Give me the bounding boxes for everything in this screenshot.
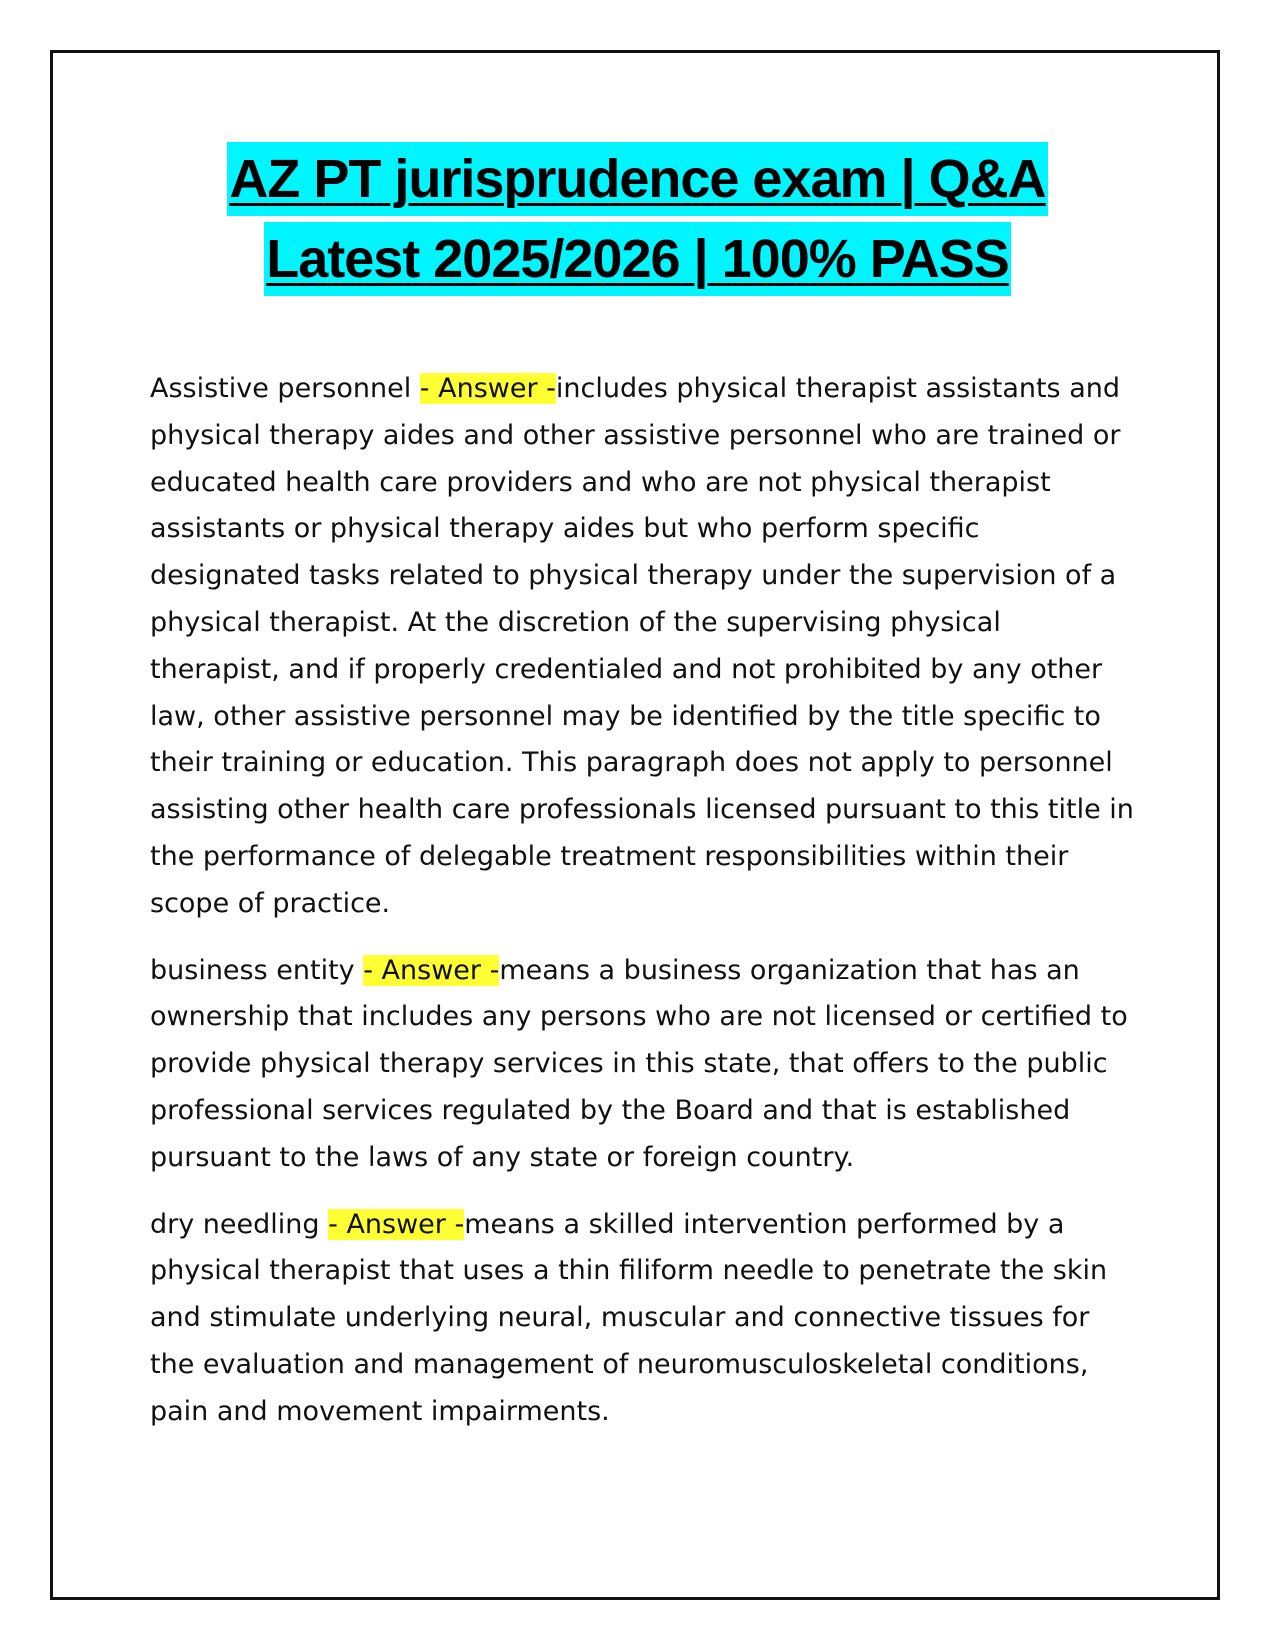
document-title	[50, 142, 1225, 302]
term: Assistive personnel	[150, 373, 420, 404]
definition: includes physical therapist assistants and physical therapy aides and other assistive personnel who are trained or educated health care providers and who are not physical therapist assistants or physical therapy aides but who perform specific designated tasks related to physical therapy under the supervision of a physical therapist. At the discretion of the supervising physical therapist, and if properly credentialed and not prohibited by any other law, other assistive personnel may be identified by the title specific to their training or education. This paragraph does not apply to personnel assisting other health care professionals licensed pursuant to this title in the performance of delegable treatment responsibilities within their scope of practice.	[150, 373, 1134, 919]
qa-entry-business-entity	[150, 948, 1135, 1182]
title-line-1: AZ PT jurisprudence exam | Q&A	[227, 142, 1047, 216]
qa-list	[150, 366, 1135, 1456]
title-line-2: Latest 2025/2026 | 100% PASS	[264, 222, 1011, 296]
definition: means a skilled intervention performed by a physical therapist that uses a thin filiform needle to penetrate the skin and stimulate underlying neural, muscular and connective tissues for the evaluation and management of neuromusculoskeletal conditions, pain and movement impairments.	[150, 1208, 1108, 1427]
answer-marker: - Answer -	[419, 373, 556, 404]
qa-entry-dry-needling	[150, 1202, 1135, 1436]
qa-entry-assistive-personnel	[150, 366, 1135, 928]
definition: means a business organization that has an ownership that includes any persons who are not licensed or certified to provide physical therapy services in this state, that offers to the public professional services regulated by the Board and that is established pursuant to the laws of any state or foreign country.	[150, 954, 1128, 1173]
answer-marker: - Answer -	[363, 954, 500, 986]
answer-marker: - Answer -	[328, 1208, 465, 1240]
term: business entity	[150, 954, 364, 986]
term: dry needling	[150, 1208, 329, 1240]
